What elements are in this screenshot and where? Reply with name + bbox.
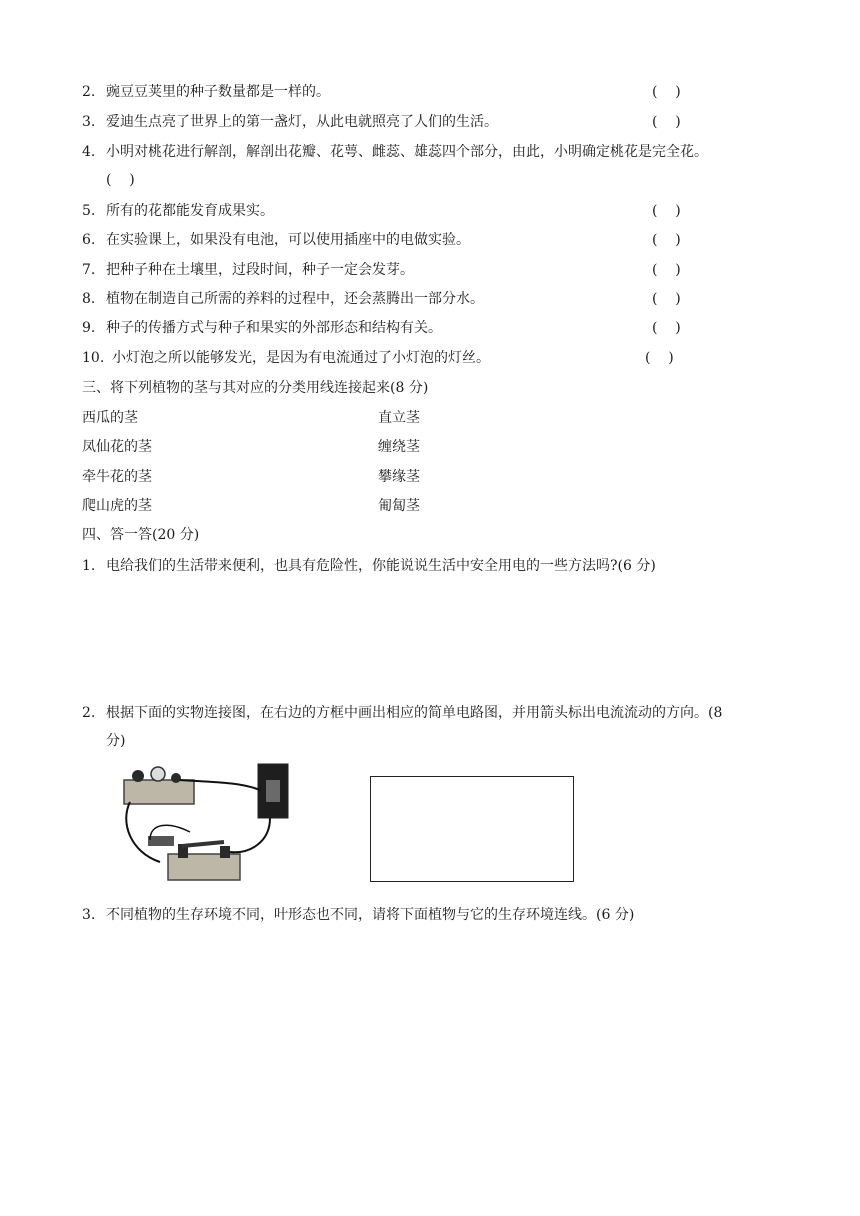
item-text: 豌豆豆荚里的种子数量都是一样的。	[106, 84, 330, 100]
answer-paren[interactable]: ( )	[106, 172, 135, 188]
question-text-cont: 分)	[106, 733, 126, 749]
answer-paren[interactable]: ( )	[652, 262, 681, 278]
stem-type[interactable]: 攀缘茎	[378, 469, 420, 485]
bulb-board	[124, 780, 194, 804]
terminal-right	[171, 773, 181, 783]
stem-item[interactable]: 凤仙花的茎	[82, 439, 152, 455]
item-number: 2.	[82, 84, 96, 100]
item-text: 植物在制造自己所需的养料的过程中，还会蒸腾出一部分水。	[106, 291, 484, 307]
question-text: 电给我们的生活带来便利，也具有危险性，你能说说生活中安全用电的一些方法吗?(6 分)	[106, 558, 656, 574]
question-text: 根据下面的实物连接图，在右边的方框中画出相应的简单电路图，并用箭头标出电流流动的方向。(8	[106, 705, 723, 721]
item-number: 6.	[82, 232, 96, 248]
stem-type[interactable]: 匍匐茎	[378, 498, 420, 514]
switch-post-right	[220, 846, 230, 858]
stem-type[interactable]: 直立茎	[378, 410, 420, 426]
answer-paren[interactable]: ( )	[652, 232, 681, 248]
answer-paren[interactable]: ( )	[645, 350, 674, 366]
item-text: 种子的传播方式与种子和果实的外部形态和结构有关。	[106, 320, 442, 336]
section-3-title: 三、将下列植物的茎与其对应的分类用线连接起来(8 分)	[82, 380, 429, 396]
answer-paren[interactable]: ( )	[652, 84, 681, 100]
stem-item[interactable]: 爬山虎的茎	[82, 498, 152, 514]
item-text: 小灯泡之所以能够发光，是因为有电流通过了小灯泡的灯丝。	[112, 350, 490, 366]
question-number: 1.	[82, 558, 96, 574]
answer-paren[interactable]: ( )	[652, 203, 681, 219]
item-number: 3.	[82, 114, 96, 130]
question-number: 3.	[82, 907, 96, 923]
answer-paren[interactable]: ( )	[652, 291, 681, 307]
item-number: 5.	[82, 203, 96, 219]
circuit-photo-illustration	[120, 762, 298, 890]
switch-lever	[182, 842, 224, 846]
item-number: 8.	[82, 291, 96, 307]
switch-handle	[148, 836, 174, 846]
question-number: 2.	[82, 705, 96, 721]
stem-type[interactable]: 缠绕茎	[378, 439, 420, 455]
item-text: 小明对桃花进行解剖，解剖出花瓣、花萼、雌蕊、雄蕊四个部分，由此，小明确定桃花是完全花。	[106, 144, 708, 160]
item-number: 4.	[82, 144, 96, 160]
wire-1	[126, 802, 160, 862]
item-text: 在实验课上，如果没有电池，可以使用插座中的电做实验。	[106, 232, 470, 248]
battery-label	[266, 780, 280, 802]
item-text: 爱迪生点亮了世界上的第一盏灯，从此电就照亮了人们的生活。	[106, 114, 498, 130]
wire-3	[230, 818, 270, 852]
section-4-title: 四、答一答(20 分)	[82, 527, 200, 543]
item-text: 所有的花都能发育成果实。	[106, 203, 274, 219]
item-number: 10.	[82, 350, 105, 366]
question-text: 不同植物的生存环境不同，叶形态也不同，请将下面植物与它的生存环境连线。(6 分)	[106, 907, 635, 923]
circuit-diagram-answer-box[interactable]	[370, 776, 574, 882]
item-text: 把种子种在土壤里，过段时间，种子一定会发芽。	[106, 262, 414, 278]
item-number: 7.	[82, 262, 96, 278]
stem-item[interactable]: 牵牛花的茎	[82, 469, 152, 485]
stem-item[interactable]: 西瓜的茎	[82, 410, 138, 426]
answer-paren[interactable]: ( )	[652, 320, 681, 336]
answer-paren[interactable]: ( )	[652, 114, 681, 130]
item-number: 9.	[82, 320, 96, 336]
bulb	[151, 767, 165, 781]
terminal-left	[132, 770, 144, 782]
